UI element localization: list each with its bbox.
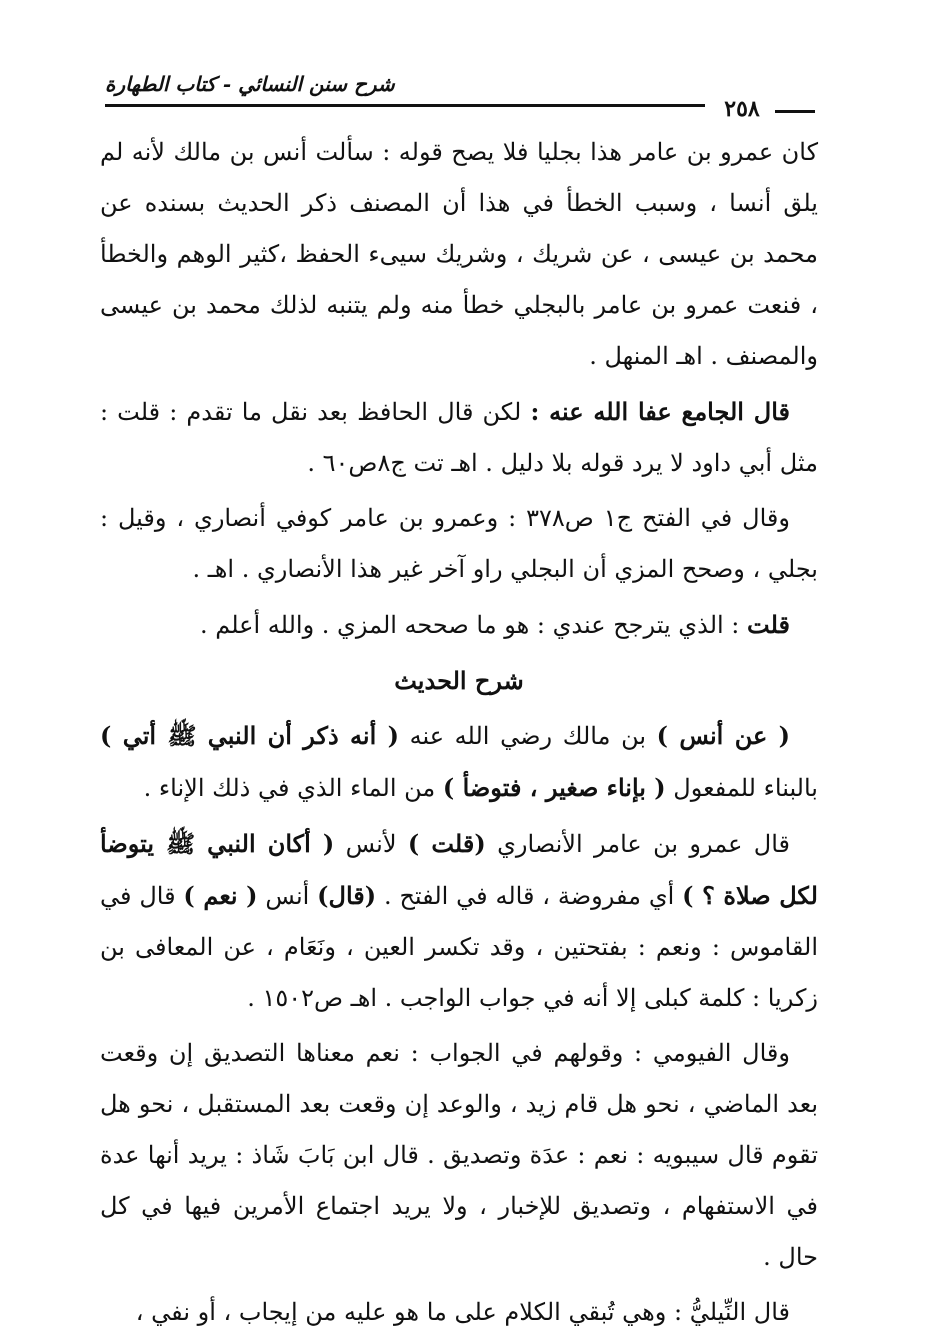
quote-an-anas: ( عن أنس )	[656, 721, 791, 750]
page-number: ٢٥٨	[724, 96, 760, 122]
paragraph-7-text: وقال الفيومي : وقولهم في الجواب : نعم معناها التصديق إن وقعت بعد الماضي ، نحو هل قام زيد ، والوعد إن وقعت بعد المستقبل ، نحو هل تقوم قال سيبويه : نعم : عدَة وتصديق . قال ابن بَابَ شَاذ : يريد أنها عدة في الاستفهام ، وتصديق للإخبار ، ولا يريد اجتماع الأمرين فيها في كل حال .	[100, 1039, 819, 1271]
paragraph-8	[100, 1287, 818, 1338]
paragraph-6-text-c: أي مفروضة ، قاله في الفتح .	[376, 882, 683, 910]
quote-annahu-dhakara: ( أنه ذكر أن النبي ﷺ أتي )	[100, 721, 399, 750]
paragraph-6-text-a: قال عمرو بن عامر الأنصاري	[485, 830, 790, 858]
page-number-dash	[775, 110, 815, 113]
paragraph-5-text-c: من الماء الذي في ذلك الإناء .	[143, 774, 443, 802]
paragraph-8-text: قال النِّيليُّ : وهي تُبقي الكلام على ما هو عليه من إيجاب ، أو نفي ،	[135, 1298, 790, 1326]
paragraph-5-text-a: بن مالك رضي الله عنه	[398, 722, 657, 750]
body-text	[100, 127, 818, 1342]
paragraph-4-lead: قلت	[747, 610, 790, 639]
paragraph-6-text-d: أنس	[257, 882, 318, 910]
paragraph-3	[100, 493, 818, 595]
paragraph-5-text-b: بالبناء للمفعول	[665, 774, 818, 802]
quote-bi-inaa: ( بإناء صغير ، فتوضأ )	[442, 773, 666, 802]
paragraph-2-text: لكن قال الحافظ بعد نقل ما تقدم : قلت : مثل أبي داود لا يرد قوله بلا دليل . اهـ تت ج٨ص٦٠ .	[100, 398, 818, 477]
paragraph-5	[100, 710, 818, 814]
section-heading: شرح الحديث	[394, 666, 524, 695]
paragraph-6-text-e: قال في القاموس : ونعم : بفتحتين ، وقد تكسر العين ، ونَعَام ، عن المعافى بن زكريا : كلمة كبلى إلا أنه في جواب الواجب . اهـ ص١٥٠٢ .	[100, 882, 818, 1012]
paragraph-7	[100, 1028, 818, 1283]
paragraph-4	[100, 599, 818, 651]
paragraph-2	[100, 386, 818, 489]
quote-qultu: (قلت )	[407, 829, 486, 858]
quote-qala: (قال)	[317, 881, 377, 910]
paragraph-4-text: : الذي يترجح عندي : هو ما صححه المزي . والله أعلم .	[199, 611, 748, 639]
paragraph-6-text-b: لأنس	[334, 830, 408, 858]
header-rule	[105, 104, 705, 107]
running-title: شرح سنن النسائي - كتاب الطهارة	[105, 72, 395, 96]
quote-akana-annabi: ( أكان النبي ﷺ يتوضأ لكل صلاة ؟ )	[100, 829, 818, 910]
paragraph-1-text: كان عمرو بن عامر هذا بجليا فلا يصح قوله : سألت أنس بن مالك لأنه لم يلق أنسا ، وسبب الخطأ في هذا أن المصنف ذكر الحديث بسنده عن محمد بن عيسى ، عن شريك ، وشريك سيىء الحفظ ،كثير الوهم والخطأ ، فنعت عمرو بن عامر بالبجلي خطأ منه ولم يتنبه لذلك محمد بن عيسى والمصنف . اهـ المنهل .	[100, 138, 818, 370]
paragraph-2-lead: قال الجامع عفا الله عنه :	[530, 397, 790, 426]
quote-naam: ( نعم )	[183, 881, 258, 910]
paragraph-3-text: وقال في الفتح ج١ ص٣٧٨ : وعمرو بن عامر كوفي أنصاري ، وقيل : بجلي ، وصحح المزي أن البجلي راو آخر غير هذا الأنصاري . اهـ .	[100, 504, 818, 583]
paragraph-6	[100, 818, 818, 1024]
paragraph-1	[100, 127, 818, 382]
